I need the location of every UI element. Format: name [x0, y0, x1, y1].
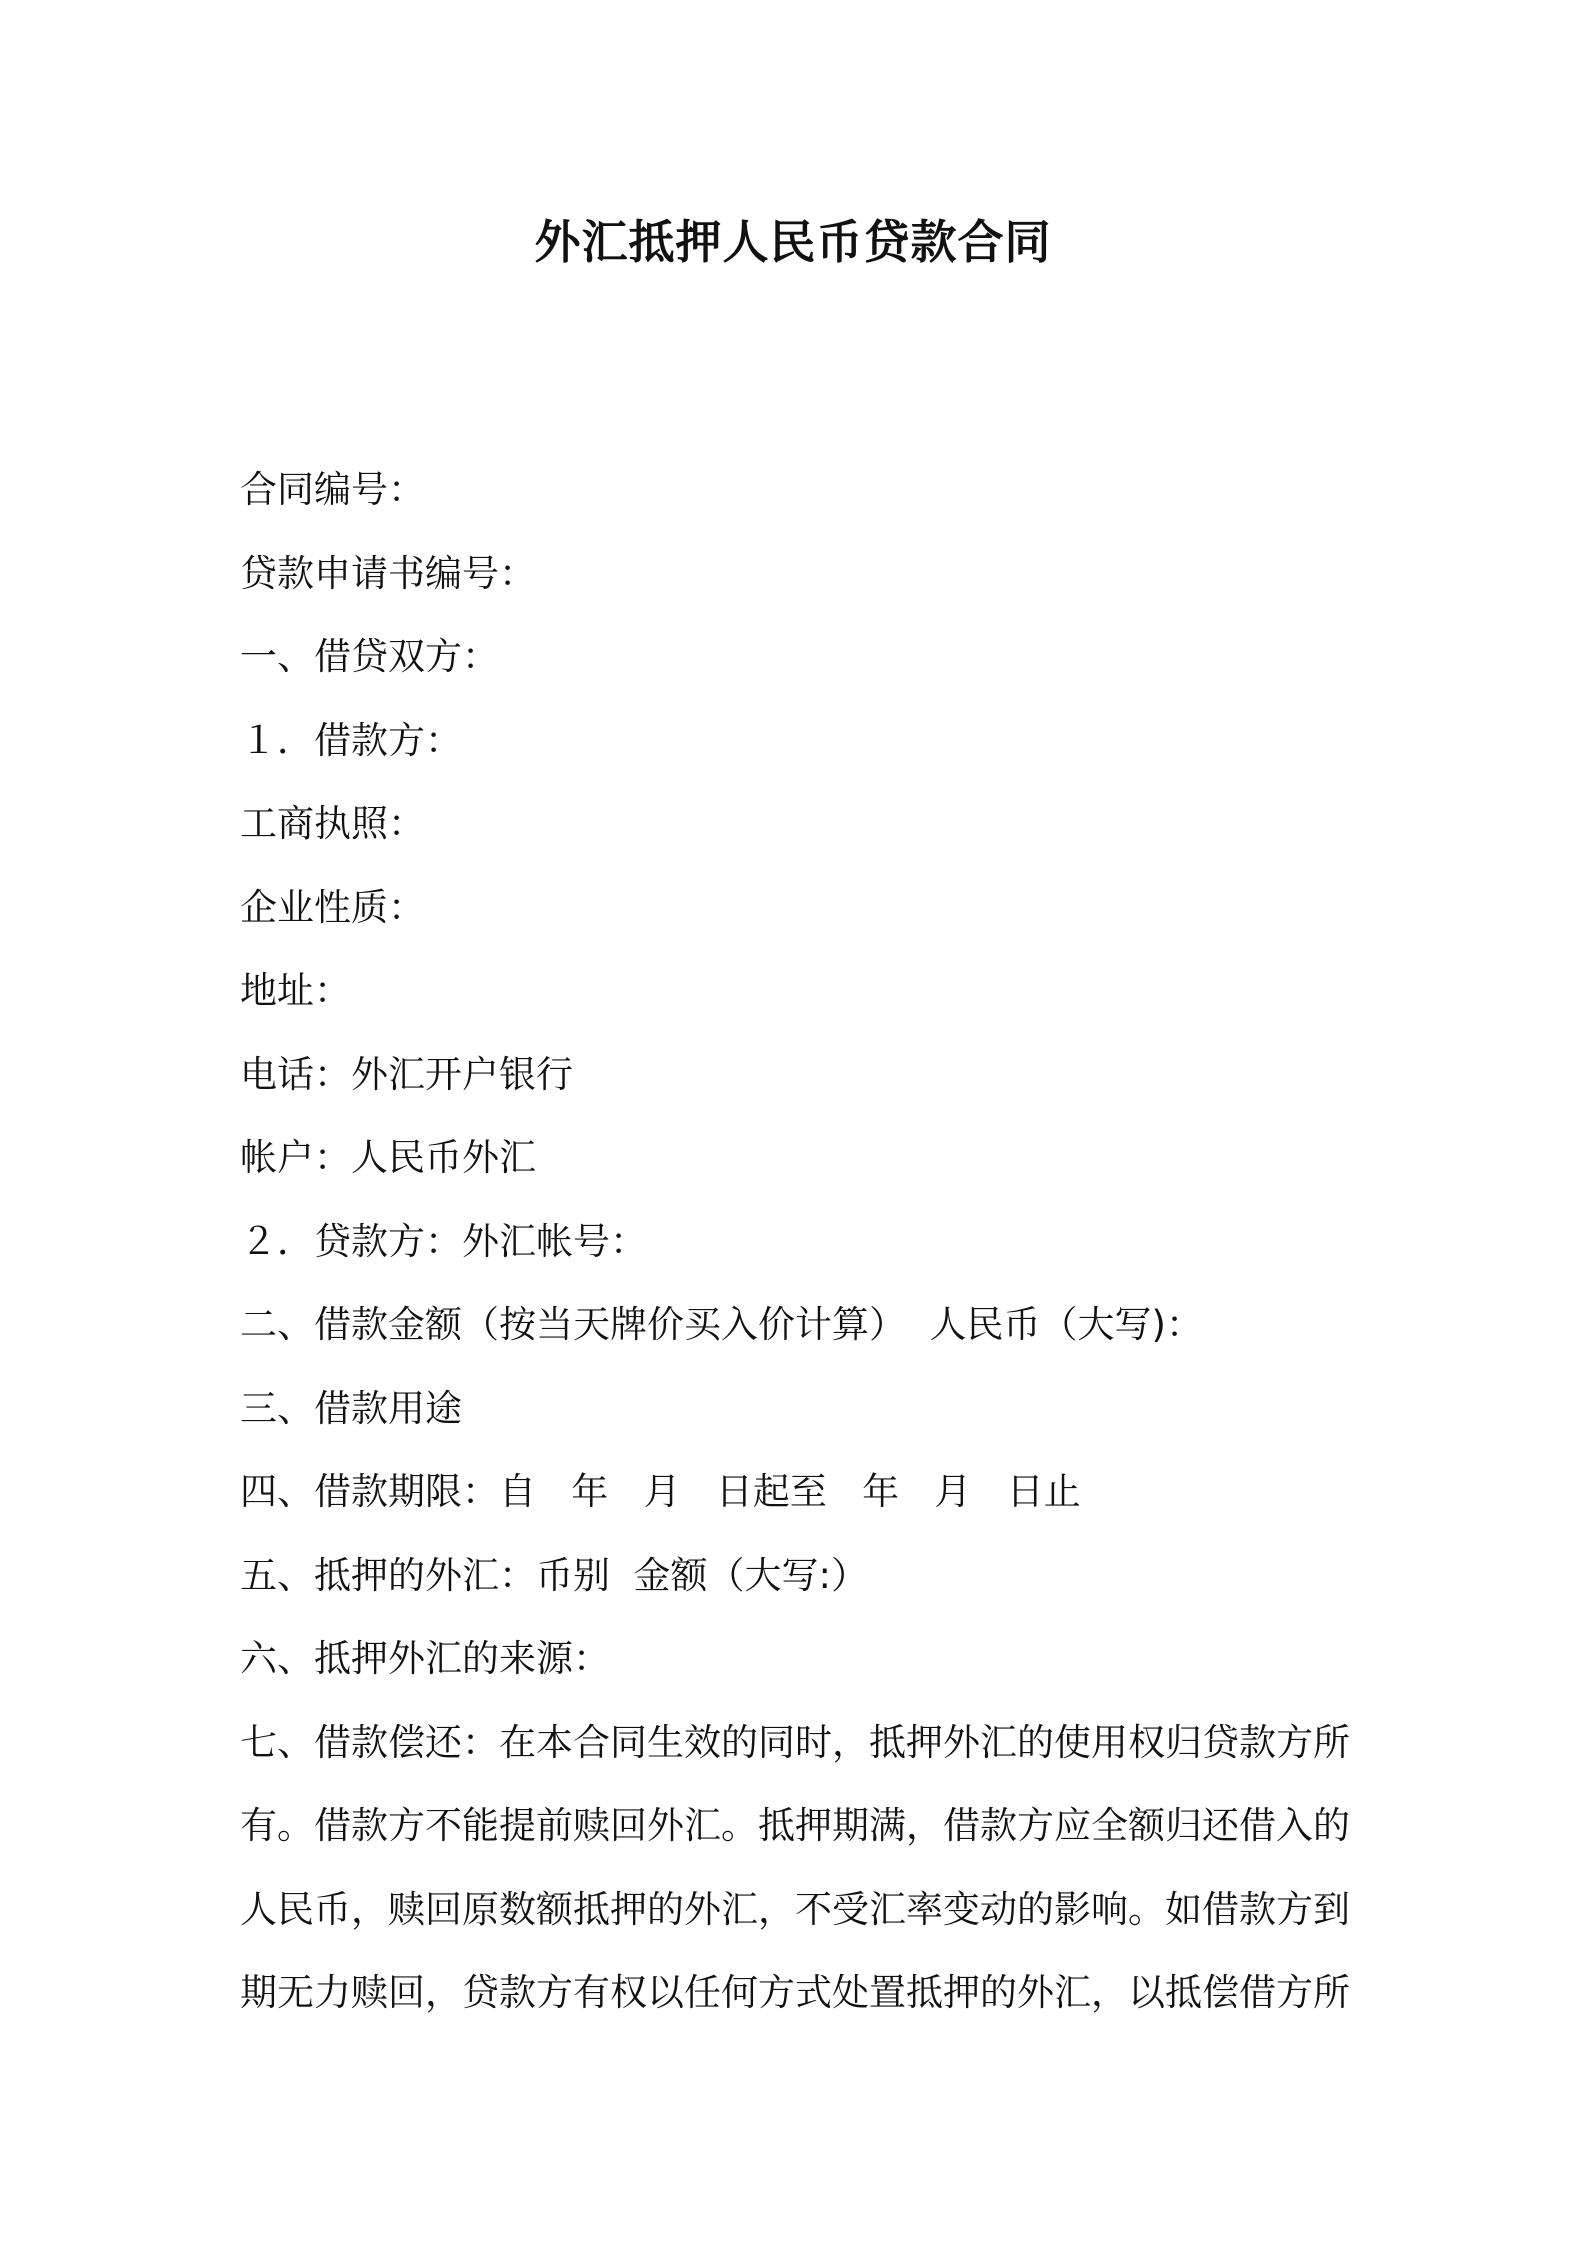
pledged-currency-clause: 五、抵押的外汇：币别 金额（大写:）	[240, 1553, 868, 1597]
repayment-clause-line: 七、借款偿还：在本合同生效的同时，抵押外汇的使用权归贷款方所	[240, 1720, 1350, 1764]
repayment-clause-line: 有。借款方不能提前赎回外汇。抵押期满，借款方应全额归还借入的	[240, 1804, 1350, 1847]
contract-body	[240, 448, 1360, 2035]
account-field: 帐户：人民币外汇	[240, 1136, 536, 1179]
contract-number-field: 合同编号：	[240, 468, 425, 511]
phone-bank-field: 电话：外汇开户银行	[240, 1052, 573, 1096]
address-field: 地址：	[240, 969, 351, 1012]
loan-amount-clause: 二、借款金额（按当天牌价买入价计算） 人民币（大写)：	[240, 1303, 1203, 1346]
pledge-source-clause: 六、抵押外汇的来源：	[240, 1637, 610, 1680]
business-license-field: 工商执照：	[240, 802, 425, 845]
loan-purpose-clause: 三、借款用途	[240, 1386, 462, 1430]
enterprise-type-field: 企业性质：	[240, 885, 425, 929]
section-parties-heading: 一、借贷双方：	[240, 635, 499, 678]
loan-term-clause: 四、借款期限：自 年 月 日起至 年 月 日止	[240, 1470, 1081, 1513]
borrower-field: １．借款方：	[240, 718, 462, 762]
repayment-clause-line: 人民币，赎回原数额抵押的外汇，不受汇率变动的影响。如借款方到	[240, 1887, 1350, 1931]
repayment-clause-line: 期无力赎回，贷款方有权以任何方式处置抵押的外汇，以抵偿借方所	[240, 1971, 1350, 2014]
lender-field: ２．贷款方：外汇帐号：	[240, 1219, 647, 1263]
loan-application-number-field: 贷款申请书编号：	[240, 551, 536, 595]
document-title: 外汇抵押人民币贷款合同	[534, 215, 1052, 269]
